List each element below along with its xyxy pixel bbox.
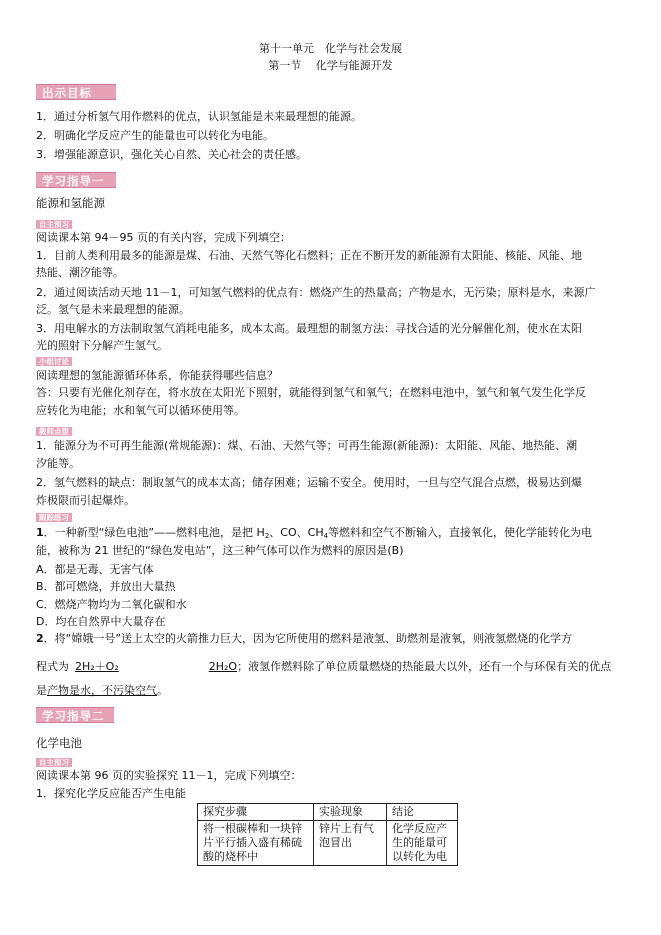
question-2-line3 xyxy=(36,684,626,697)
option-b: B．都可燃烧，并放出大量热 xyxy=(36,580,176,593)
option-c: C．燃烧产物均为二氧化碳和水 xyxy=(36,598,187,611)
question-text: 。 xyxy=(157,684,168,697)
cell-line: 将一根碳棒和一块锌 xyxy=(203,822,302,835)
table-row xyxy=(198,821,458,866)
cell-line: 以转化为电 xyxy=(392,850,447,863)
guide1-item: 3．用电解水的方法制取氢气消耗电能多，成本太高。最理想的制氢方法：寻找合适的光分解催化剂，使水在太阳 xyxy=(36,322,582,335)
guide1-item: 泛。氢气是未来最理想的能源。 xyxy=(36,303,190,316)
cell-line: 片平行插入盛有稀硫 xyxy=(203,836,302,849)
practice-tag: 跟踪练习 xyxy=(36,513,72,522)
cell-line: 酸的烧杯中 xyxy=(203,850,258,863)
cell-line: 生的能量可 xyxy=(392,836,447,849)
cell-line: 泡冒出 xyxy=(319,836,352,849)
question-2-equation xyxy=(36,660,626,673)
question-2-stem xyxy=(36,632,626,645)
guide2-banner: 学习指导二 xyxy=(36,707,114,723)
question-1-stem-line2: 能，被称为 21 世纪的“绿色发电站”，这三种气体可以作为燃料的原因是(B) xyxy=(36,544,404,557)
teacher-point: 2．氢气燃料的缺点：制取氢气的成本太高；储存困难；运输不安全。使用时，一旦与空气混合点燃，极易达到爆 xyxy=(36,476,582,489)
question-text: ；液氢作燃料除了单位质量燃烧的热能最大以外，还有一个与环保有关的优点 xyxy=(237,660,612,673)
subscript: 2 xyxy=(264,532,270,540)
section-title: 第一节 化学与能源开发 xyxy=(268,59,393,72)
teacher-tips-tag: 教师点拨 xyxy=(36,427,72,436)
guide1-item: 1．目前人类利用最多的能源是煤、石油、天然气等化石燃料；正在不断开发的新能源有太阳能、核能、风能、地 xyxy=(36,249,582,262)
equation-reactants: 2H₂＋O₂ xyxy=(75,660,119,673)
guide1-item: 热能、潮汐能等。 xyxy=(36,266,124,279)
group-answer: 答：只要有光催化剂存在，将水放在太阳光下照射，就能得到氢气和氧气；在燃料电池中，氢气和氧气发生化学反 xyxy=(36,386,586,399)
group-answer: 应转化为电能；水和氧气可以循环使用等。 xyxy=(36,404,245,417)
guide1-item: 光的照射下分解产生氢气。 xyxy=(36,339,168,352)
option-a: A．都是无毒、无害气体 xyxy=(36,563,154,576)
experiment-table xyxy=(197,803,458,866)
goal-item: 2．明确化学反应产生的能量也可以转化为电能。 xyxy=(36,129,274,142)
table-cell-conclusion xyxy=(387,821,458,866)
goal-item: 1．通过分析氢气用作燃料的优点，认识氢能是未来最理想的能源。 xyxy=(36,110,362,123)
question-number: 2 xyxy=(36,632,44,645)
teacher-point: 汐能等。 xyxy=(36,457,80,470)
table-header: 实验现象 xyxy=(314,804,387,821)
guide1-heading: 能源和氢能源 xyxy=(36,196,105,210)
table-header-row xyxy=(198,804,458,821)
guide1-item: 2．通过阅读活动天地 11－1，可知氢气燃料的优点有：燃烧产生的热量高；产物是水，无污染；原料是水，来源广 xyxy=(36,286,596,299)
teacher-point: 1．能源分为不可再生能源(常规能源)：煤、石油、天然气等；可再生能源(新能源)：太阳能、风能、地热能、潮 xyxy=(36,439,578,452)
answer-text: 产物是水，不污染空气 xyxy=(47,684,157,697)
question-text: ．一种新型“绿色电池”——燃料电池，是把 H xyxy=(43,526,265,539)
cell-line: 锌片上有气 xyxy=(319,822,374,835)
group-discussion-tag: 小组讨论 xyxy=(36,357,72,366)
question-text: ．将“嫦娥一号”送上太空的火箭推力巨大，因为它所使用的燃料是液氢、助燃剂是液氧，则液氢燃烧的化学方 xyxy=(43,632,573,645)
question-1-stem xyxy=(36,526,626,543)
question-number: 1 xyxy=(36,526,44,539)
table-header: 结论 xyxy=(387,804,458,821)
question-text: 是 xyxy=(36,684,47,697)
guide1-banner: 学习指导一 xyxy=(36,172,116,188)
guide1-intro: 阅读课本第 94－95 页的有关内容，完成下列填空： xyxy=(36,231,291,244)
table-cell-phenomenon xyxy=(314,821,387,866)
unit-title: 第十一单元 化学与社会发展 xyxy=(259,42,402,55)
guide2-item: 1．探究化学反应能否产生电能 xyxy=(36,787,186,800)
table-header: 探究步骤 xyxy=(198,804,314,821)
cell-line: 化学反应产 xyxy=(392,822,447,835)
option-d: D．均在自然界中大量存在 xyxy=(36,615,166,628)
question-text: 程式为 xyxy=(36,660,69,673)
self-study-tag: 自主预习 xyxy=(36,758,72,767)
teacher-point: 炸极限而引起爆炸。 xyxy=(36,494,135,507)
table-cell-step xyxy=(198,821,314,866)
equation-products: 2H₂O xyxy=(208,660,238,673)
goal-item: 3．增强能源意识，强化关心自然、关心社会的责任感。 xyxy=(36,148,307,161)
question-text: 等燃料和空气不断输入，直接氧化，使化学能转化为电 xyxy=(328,526,593,539)
question-text: 、CO、CH xyxy=(269,526,324,539)
group-question: 阅读理想的氢能源循环体系，你能获得哪些信息？ xyxy=(36,369,278,382)
guide2-heading: 化学电池 xyxy=(36,736,82,750)
subscript: 4 xyxy=(323,532,329,540)
goals-banner: 出示目标 xyxy=(36,84,116,100)
self-study-tag: 自主预习 xyxy=(36,220,72,229)
guide2-intro: 阅读课本第 96 页的实验探究 11－1，完成下列填空： xyxy=(36,769,302,782)
